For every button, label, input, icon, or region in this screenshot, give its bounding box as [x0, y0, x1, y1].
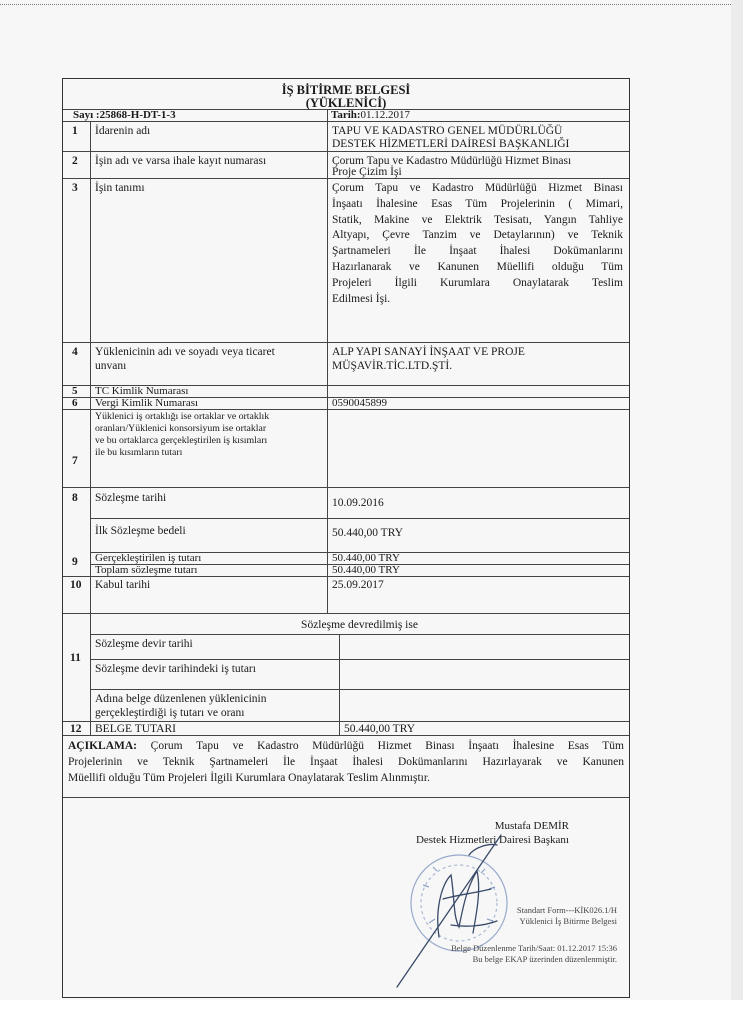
explanation-label: AÇIKLAMA: — [68, 740, 137, 752]
row-number: 4 — [72, 346, 78, 358]
certificate-form — [62, 78, 630, 998]
field-label-contractor-line1: Yüklenicinin adı ve soyadı veya ticaret — [95, 346, 275, 358]
field-label-transfer-date: Sözleşme devir tarihi — [95, 638, 193, 650]
field-value-total-contract-amount: 50.440,00 TRY — [332, 564, 400, 576]
row-number: 12 — [70, 723, 82, 735]
field-value-work-description: Çorum Tapu ve Kadastro Müdürlüğü Hizmet Binası İnşaatı İhalesine Esas Tüm Projelerinin ( Mimari, Statik, Makine ve Elektrik Tesisatı, Yangın Tahliye Altyapı, Çevre Tanzim ve Detaylarının) ve Teknik Şartnameleri İle İnşaat İhalesi Dokümanlarını Hazırlanarak ve Kanunen Müellifi olduğu Tüm Projeleri İlgili Kurumlara Onaylatarak Teslim Edilmesi İşi. — [332, 182, 623, 305]
field-value-contractor-line2: MÜŞAVİR.TİC.LTD.ŞTİ. — [332, 360, 453, 372]
field-value-realized-amount: 50.440,00 TRY — [332, 552, 400, 564]
issue-date: Tarih:01.12.2017 — [331, 109, 411, 121]
field-label-initial-contract-price: İlk Sözleşme bedeli — [95, 525, 186, 537]
field-label-transferee-share-line2: gerçekleştirdiği iş tutarı ve oranı — [95, 707, 245, 719]
document-title: İŞ BİTİRME BELGESİ — [281, 83, 411, 97]
field-value-contractor-line1: ALP YAPI SANAYİ İNŞAAT VE PROJE — [332, 346, 525, 358]
field-label-tc-id: TC Kimlik Numarası — [95, 385, 189, 397]
explanation: AÇIKLAMA: Çorum Tapu ve Kadastro Müdürlüğü Hizmet Binası İnşaatı İhalesine Esas Tüm Projelerinin ve Teknik Şartnameleri İle İnşaat İhalesi Dokümanlarını Hazırlayarak ve Kanunen Müellifi olduğu Tüm Projeleri İlgili Kurumlara Onaylatarak Teslim Alınmıştır. — [68, 740, 624, 784]
signatory-title: Destek Hizmetleri Dairesi Başkanı — [415, 834, 569, 846]
document-subtitle: (YÜKLENİCİ) — [305, 96, 387, 110]
field-value-work-name-line1: Çorum Tapu ve Kadastro Müdürlüğü Hizmet Binası — [332, 155, 572, 167]
field-label-certificate-amount: BELGE TUTARI — [95, 723, 176, 735]
scan-bottom-margin — [0, 1000, 743, 1024]
field-label-acceptance-date: Kabul tarihi — [95, 579, 151, 591]
field-value-contract-date: 10.09.2016 — [332, 497, 384, 509]
row-number: 2 — [72, 155, 78, 167]
official-stamp — [411, 855, 507, 951]
field-value-tax-id: 0590045899 — [332, 397, 387, 409]
field-value-work-name-line2: Proje Çizim İşi — [332, 166, 402, 178]
row-number: 10 — [70, 579, 82, 591]
field-label-work-description: İşin tanımı — [95, 182, 145, 194]
row-number: 9 — [72, 556, 78, 568]
reference-number: Sayı :25868-H-DT-1-3 — [73, 109, 176, 121]
field-value-institution-line2: DESTEK HİZMETLERİ DAİRESİ BAŞKANLIĞI — [332, 138, 570, 150]
field-value-certificate-amount: 50.440,00 TRY — [344, 723, 416, 735]
row-number: 8 — [72, 492, 78, 504]
field-label-tax-id: Vergi Kimlik Numarası — [95, 397, 199, 409]
field-label-transferee-share-line1: Adına belge düzenlenen yüklenicinin — [95, 693, 267, 705]
ekap-note: Bu belge EKAP üzerinden düzenlenmiştir. — [472, 954, 617, 964]
field-label-work-name: İşin adı ve varsa ihale kayıt numarası — [95, 155, 267, 167]
signatory-name: Mustafa DEMİR — [494, 820, 569, 832]
transfer-section-header: Sözleşme devredilmiş ise — [301, 619, 418, 631]
field-label-partnership-line2: oranları/Yüklenici konsorsiyum ise ortaklar — [95, 423, 267, 434]
field-value-institution-line1: TAPU VE KADASTRO GENEL MÜDÜRLÜĞÜ — [332, 125, 563, 137]
field-value-initial-contract-price: 50.440,00 TRY — [332, 527, 404, 539]
issue-timestamp: Belge Düzenlenme Tarih/Saat: 01.12.2017 15:36 — [451, 943, 617, 953]
row-number: 3 — [72, 182, 78, 194]
top-perforation — [0, 4, 743, 5]
row-number: 6 — [72, 397, 78, 409]
field-label-partnership-line4: ile bu kısımların tutarı — [95, 447, 183, 458]
form-name: Yüklenici İş Bitirme Belgesi — [519, 916, 617, 926]
field-label-transfer-amount: Sözleşme devir tarihindeki iş tutarı — [95, 663, 256, 675]
page-edge-shade — [731, 0, 743, 1024]
row-number: 1 — [72, 125, 78, 137]
field-label-total-contract-amount: Toplam sözleşme tutarı — [95, 564, 198, 576]
field-label-contract-date: Sözleşme tarihi — [95, 492, 167, 504]
field-label-partnership-line1: Yüklenici iş ortaklığı ise ortaklar ve ortaklık — [95, 411, 270, 422]
row-number: 11 — [70, 652, 81, 664]
field-label-partnership-line3: ve bu ortaklarca gerçekleştirilen iş kısımları — [95, 435, 268, 446]
field-label-institution: İdarenin adı — [95, 125, 151, 137]
row-number: 7 — [72, 455, 78, 467]
form-code: Standart Form---KİK026.1/H — [516, 905, 617, 915]
field-label-contractor-line2: unvanı — [95, 360, 127, 372]
field-value-acceptance-date: 25.09.2017 — [332, 579, 384, 591]
field-label-realized-amount: Gerçekleştirilen iş tutarı — [95, 552, 202, 564]
row-number: 5 — [72, 385, 78, 397]
